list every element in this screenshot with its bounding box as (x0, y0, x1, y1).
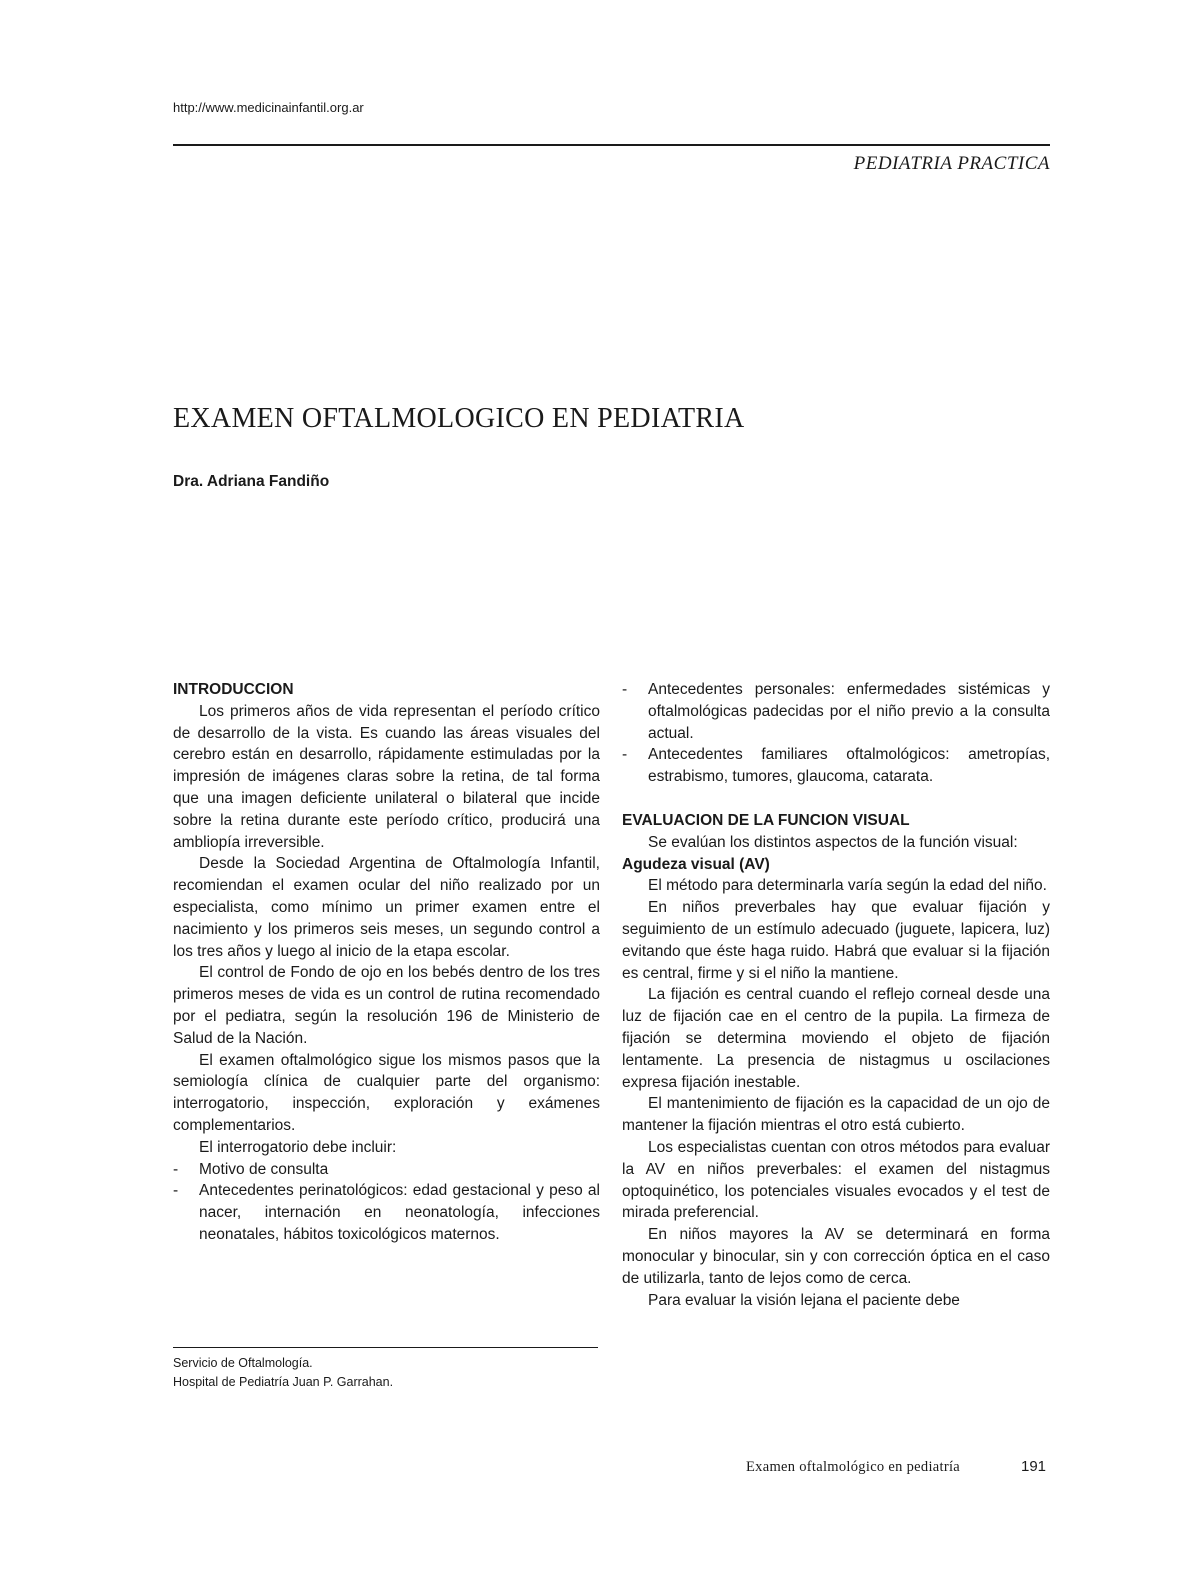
spacer (622, 788, 1050, 810)
paragraph: El método para determinarla varía según la edad del niño. (648, 877, 1047, 895)
left-column (173, 679, 600, 1246)
paragraph: El examen oftalmológico sigue los mismos pasos que la semiología clínica de cualquier parte del organismo: interrogatorio, inspección, exploración y exámenes complementarios. (173, 1051, 600, 1134)
footnote-rule (173, 1347, 598, 1348)
affiliation-footnote (173, 1354, 393, 1392)
subheading-agudeza-visual: Agudeza visual (AV) (622, 855, 770, 873)
section-heading-evaluacion: EVALUACION DE LA FUNCION VISUAL (622, 811, 910, 829)
right-column (622, 679, 1050, 1311)
paragraph: Para evaluar la visión lejana el paciente debe (648, 1291, 960, 1309)
list-item: - Antecedentes familiares oftalmológicos: ametropías, estrabismo, tumores, glaucoma, catarata. (622, 744, 1050, 788)
paragraph: Los primeros años de vida representan el período crítico de desarrollo de la vista. Es cuando las áreas visuales del cerebro están en desarrollo, rápidamente estimuladas por la impresión de imágenes claras sobre la retina, de tal forma que una imagen deficiente unilateral o bilateral que incide sobre la retina durante este período crítico, producirá una ambliopía irreversible. (173, 702, 600, 851)
source-url: http://www.medicinainfantil.org.ar (173, 100, 364, 115)
paragraph: El interrogatorio debe incluir: (199, 1138, 397, 1156)
paragraph: Desde la Sociedad Argentina de Oftalmología Infantil, recomiendan el examen ocular del niño realizado por un especialista, como mínimo un primer examen entre el nacimiento y los primeros seis meses, un segundo control a los tres años y luego al inicio de la etapa escolar. (173, 855, 600, 960)
footnote-line: Servicio de Oftalmología. (173, 1356, 313, 1370)
section-heading-introduccion: INTRODUCCION (173, 681, 294, 698)
interrogatorio-list (173, 1159, 600, 1246)
paragraph: El control de Fondo de ojo en los bebés dentro de los tres primeros meses de vida es un control de rutina recomendado por el pediatra, según la resolución 196 de Ministerio de Salud de la Nación. (173, 964, 600, 1047)
paragraph: El mantenimiento de fijación es la capacidad de un ojo de mantener la fijación mientras el otro está cubierto. (622, 1095, 1050, 1135)
footnote-line: Hospital de Pediatría Juan P. Garrahan. (173, 1375, 394, 1389)
paragraph: En niños mayores la AV se determinará en forma monocular y binocular, sin y con corrección óptica en el caso de utilizarla, tanto de lejos como de cerca. (622, 1226, 1050, 1287)
paragraph: En niños preverbales hay que evaluar fijación y seguimiento de un estímulo adecuado (juguete, lapicera, luz) evitando que éste haga ruido. Habrá que evaluar si la fijación es central, firme y si el niño la mantiene. (622, 899, 1050, 982)
article-author: Dra. Adriana Fandiño (173, 473, 330, 490)
list-item: - Antecedentes personales: enfermedades sistémicas y oftalmológicas padecidas por el niño previo a la consulta actual. (622, 679, 1050, 744)
section-label: PEDIATRIA PRACTICA (853, 153, 1050, 174)
antecedentes-list (622, 679, 1050, 788)
paragraph: Los especialistas cuentan con otros métodos para evaluar la AV en niños preverbales: el examen del nistagmus optoquinético, los potenciales visuales evocados y el test de mirada preferencial. (622, 1138, 1050, 1222)
paragraph: La fijación es central cuando el reflejo corneal desde una luz de fijación cae en el centro de la pupila. La firmeza de fijación se determina moviendo el objeto de fijación lentamente. La presencia de nistagmus u oscilaciones expresa fijación inestable. (622, 986, 1050, 1091)
paragraph: Se evalúan los distintos aspectos de la función visual: (648, 833, 1018, 851)
article-title: EXAMEN OFTALMOLOGICO EN PEDIATRIA (173, 403, 745, 434)
page-number: 191 (1021, 1458, 1047, 1475)
header-rule (173, 144, 1050, 146)
list-item: - Motivo de consulta (173, 1159, 600, 1181)
running-title: Examen oftalmológico en pediatría (746, 1459, 961, 1475)
list-item: - Antecedentes perinatológicos: edad gestacional y peso al nacer, internación en neonatología, infecciones neonatales, hábitos toxicológicos maternos. (173, 1180, 600, 1245)
